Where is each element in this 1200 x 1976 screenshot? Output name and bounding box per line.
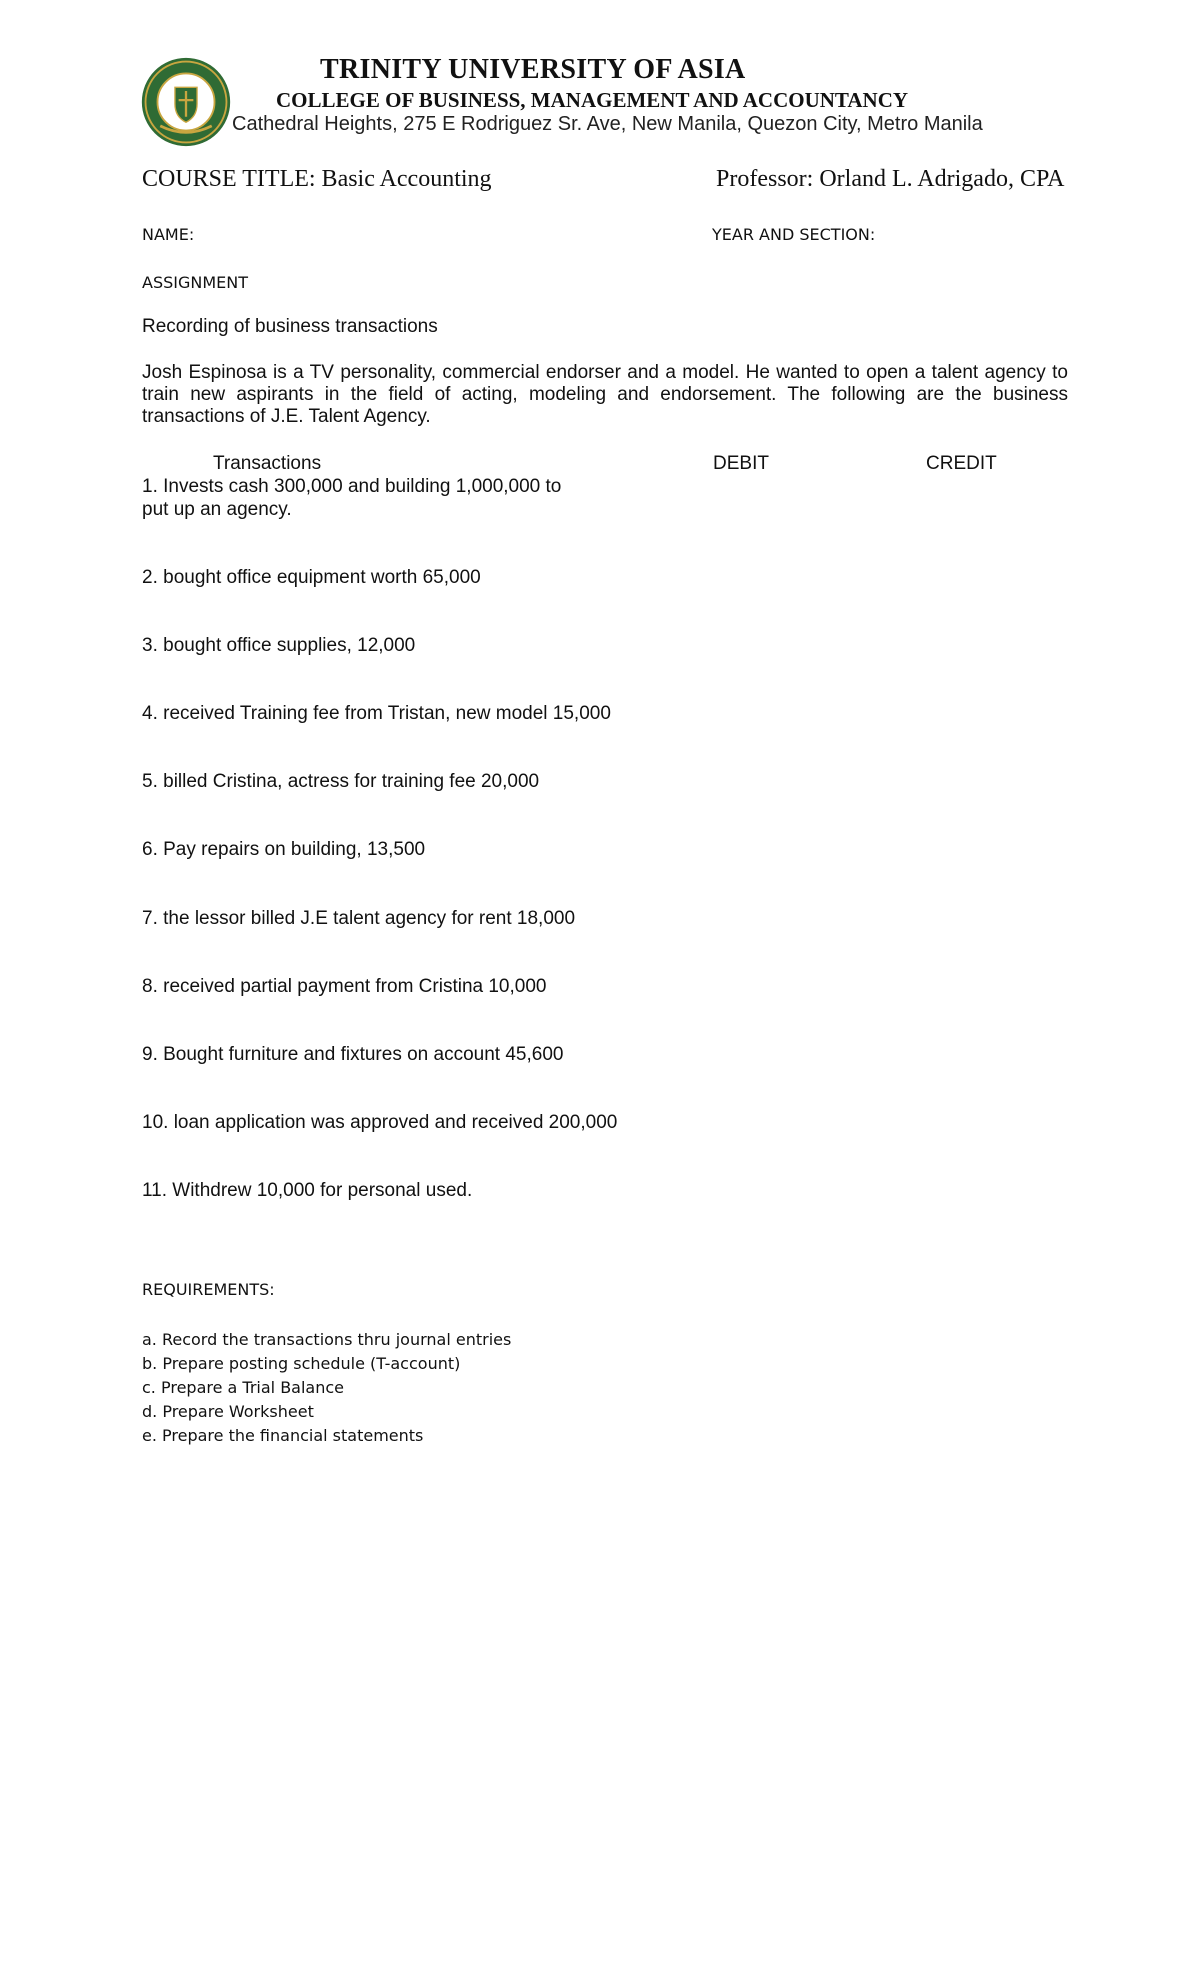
assignment-label: ASSIGNMENT (142, 273, 248, 292)
transaction-item: 8. received partial payment from Cristina 10,000 (142, 976, 547, 997)
transaction-item: 7. the lessor billed J.E talent agency for rent 18,000 (142, 908, 576, 929)
requirements-list (142, 1328, 511, 1448)
requirement-item: b. Prepare posting schedule (T-account) (142, 1354, 461, 1373)
university-seal-logo (140, 56, 232, 148)
transaction-item: 6. Pay repairs on building, 13,500 (142, 839, 426, 860)
professor-name: Professor: Orland L. Adrigado, CPA (716, 166, 1065, 192)
column-header-transactions: Transactions (213, 453, 322, 474)
transaction-item: 10. loan application was approved and received 200,000 (142, 1112, 618, 1133)
column-header-debit: DEBIT (713, 453, 769, 474)
name-field-label: NAME: (142, 225, 195, 244)
transaction-item: 2. bought office equipment worth 65,000 (142, 567, 481, 588)
transaction-item: 3. bought office supplies, 12,000 (142, 635, 416, 656)
university-address: Cathedral Heights, 275 E Rodriguez Sr. Ave, New Manila, Quezon City, Metro Manila (232, 113, 983, 135)
assignment-intro: Josh Espinosa is a TV personality, commercial endorser and a model. He wanted to open a talent agency to train new aspirants in the field of acting, modeling and endorsement. The following are the business transactions of J.E. Talent Agency. (142, 362, 1068, 427)
transaction-item: 11. Withdrew 10,000 for personal used. (142, 1180, 473, 1201)
requirement-item: d. Prepare Worksheet (142, 1402, 314, 1421)
year-section-field-label: YEAR AND SECTION: (712, 225, 876, 244)
requirement-item: e. Prepare the financial statements (142, 1426, 424, 1445)
requirement-item: a. Record the transactions thru journal entries (142, 1330, 512, 1349)
column-header-credit: CREDIT (926, 453, 997, 474)
university-name: TRINITY UNIVERSITY OF ASIA (320, 54, 746, 85)
requirements-label: REQUIREMENTS: (142, 1280, 275, 1299)
college-name: COLLEGE OF BUSINESS, MANAGEMENT AND ACCOUNTANCY (276, 88, 909, 112)
transaction-item: 9. Bought furniture and fixtures on account 45,600 (142, 1044, 564, 1065)
transaction-item: 5. billed Cristina, actress for training fee 20,000 (142, 771, 540, 792)
assignment-subject: Recording of business transactions (142, 316, 438, 337)
transaction-item: 1. Invests cash 300,000 and building 1,000,000 to put up an agency. (142, 476, 562, 520)
transaction-item: 4. received Training fee from Tristan, new model 15,000 (142, 703, 611, 724)
course-title: COURSE TITLE: Basic Accounting (142, 166, 492, 192)
requirement-item: c. Prepare a Trial Balance (142, 1378, 345, 1397)
